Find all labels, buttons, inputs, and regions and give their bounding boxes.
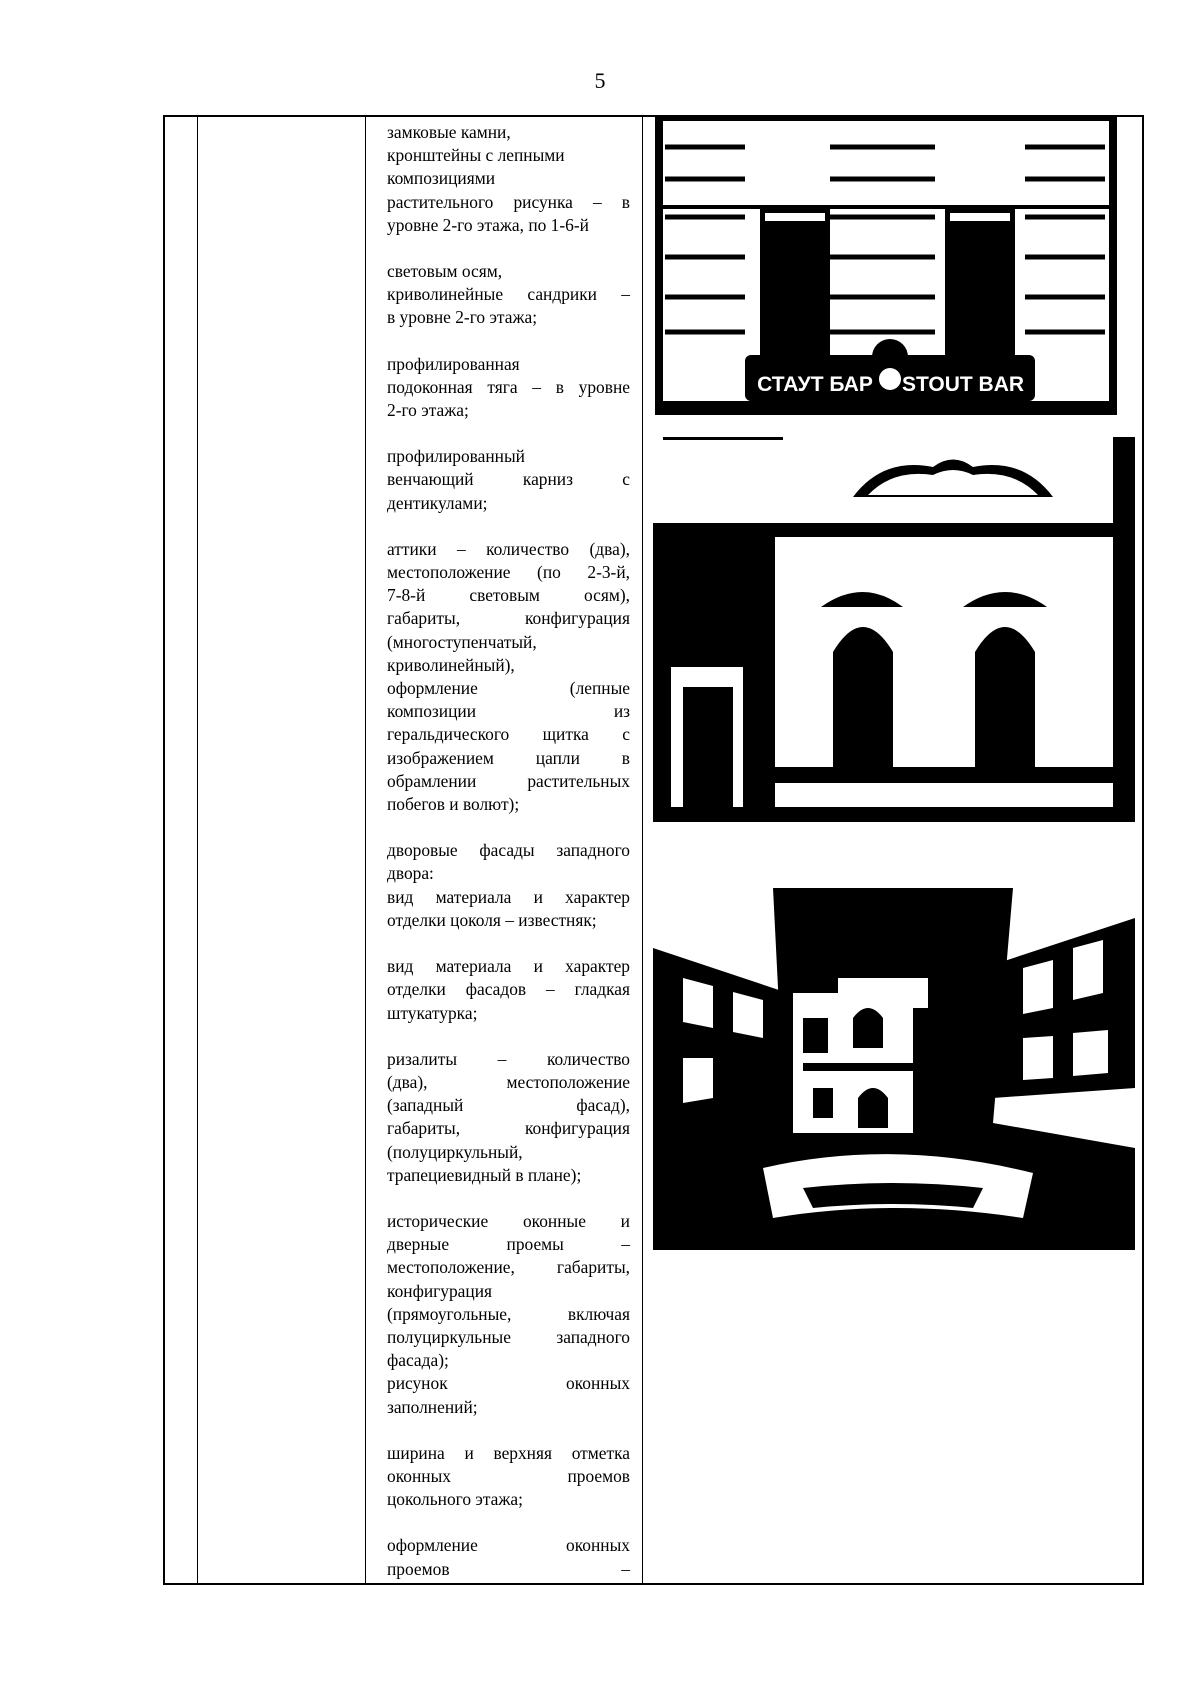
text-line: аттики – количество (два),: [387, 538, 630, 559]
text-line: венчающий карниз с: [387, 469, 630, 490]
text-line: исторические оконные и: [387, 1210, 630, 1231]
text-line: криволинейные сандрики –: [387, 284, 630, 305]
text-line: подоконная тяга – в уровне: [387, 376, 630, 397]
text-line: побегов и волют);: [387, 794, 520, 815]
text-line: местоположение, габариты,: [387, 1257, 630, 1278]
text-line: изображением цапли в: [387, 747, 630, 768]
text-line: кронштейны с лепными: [387, 145, 565, 166]
text-line: (многоступенчатый,: [387, 631, 537, 652]
column-divider: [365, 117, 366, 1583]
text-line: проемов –: [387, 1558, 630, 1579]
text-line: в уровне 2-го этажа;: [387, 307, 538, 328]
column-divider: [642, 117, 643, 1583]
text-line: цокольного этажа;: [387, 1489, 523, 1510]
text-line: (прямоугольные, включая: [387, 1303, 630, 1324]
text-line: криволинейный),: [387, 654, 515, 675]
sign-text-right: STOUT BAR: [901, 373, 1025, 396]
text-line: растительного рисунка – в: [387, 191, 630, 212]
description-item: [387, 260, 630, 330]
description-item: [387, 955, 630, 1025]
text-line: заполнений;: [387, 1396, 478, 1417]
text-line: конфигурация: [387, 1280, 492, 1301]
text-line: габариты, конфигурация: [387, 608, 630, 629]
arched-windows-attic-photo: [653, 437, 1135, 822]
description-item: [387, 1442, 630, 1512]
text-line: дверные проемы –: [387, 1234, 630, 1255]
text-line: (полуциркульный,: [387, 1141, 523, 1162]
text-line: уровне 2-го этажа, по 1-6-й: [387, 214, 589, 235]
description-column: [387, 121, 630, 1604]
text-line: (два), местоположение: [387, 1071, 630, 1092]
courtyard-photo: [653, 888, 1135, 1250]
text-line: вид материала и характер: [387, 886, 630, 907]
text-line: оформление (лепные: [387, 678, 630, 699]
column-divider: [197, 117, 198, 1583]
description-item: [387, 538, 630, 816]
text-line: оконных проемов: [387, 1465, 630, 1486]
text-line: композициями: [387, 168, 496, 189]
text-line: замковые камни,: [387, 122, 511, 142]
text-line: обрамлении растительных: [387, 770, 630, 791]
text-line: (западный фасад),: [387, 1095, 630, 1116]
text-line: оформление оконных: [387, 1535, 630, 1556]
text-line: геральдического щитка с: [387, 724, 630, 745]
description-item: [387, 445, 630, 515]
text-line: штукатурка;: [387, 1002, 478, 1023]
text-line: фасада);: [387, 1350, 449, 1371]
description-item: [387, 353, 630, 423]
text-line: полуциркульные западного: [387, 1326, 630, 1347]
text-line: 2-го этажа;: [387, 400, 469, 421]
description-item: [387, 1048, 630, 1187]
text-line: отделки цоколя – известняк;: [387, 909, 597, 930]
text-line: отделки фасадов – гладкая: [387, 979, 630, 1000]
text-line: композиции из: [387, 701, 630, 722]
facade-windows-photo: [655, 117, 1117, 415]
text-line: габариты, конфигурация: [387, 1118, 630, 1139]
document-table: [163, 115, 1144, 1585]
text-line: трапециевидный в плане);: [387, 1164, 582, 1185]
description-item: [387, 1534, 630, 1580]
text-line: двора:: [387, 863, 434, 884]
description-item: [387, 1210, 630, 1419]
text-line: местоположение (по 2-3-й,: [387, 562, 630, 583]
sign-text-left: СТАУТ БАР: [757, 373, 873, 396]
text-line: дворовые фасады западного: [387, 840, 630, 861]
text-line: профилированная: [387, 353, 520, 374]
text-line: профилированный: [387, 446, 525, 467]
text-line: световым осям,: [387, 261, 503, 282]
text-line: ширина и верхняя отметка: [387, 1442, 630, 1463]
text-line: рисунок оконных: [387, 1373, 630, 1394]
description-item: [387, 121, 630, 237]
text-line: дентикулами;: [387, 492, 488, 513]
text-line: ризалиты – количество: [387, 1048, 630, 1069]
description-item: [387, 839, 630, 932]
text-line: 7-8-й световым осям),: [387, 585, 630, 606]
page-number: 5: [594, 68, 606, 93]
text-line: вид материала и характер: [387, 956, 630, 977]
